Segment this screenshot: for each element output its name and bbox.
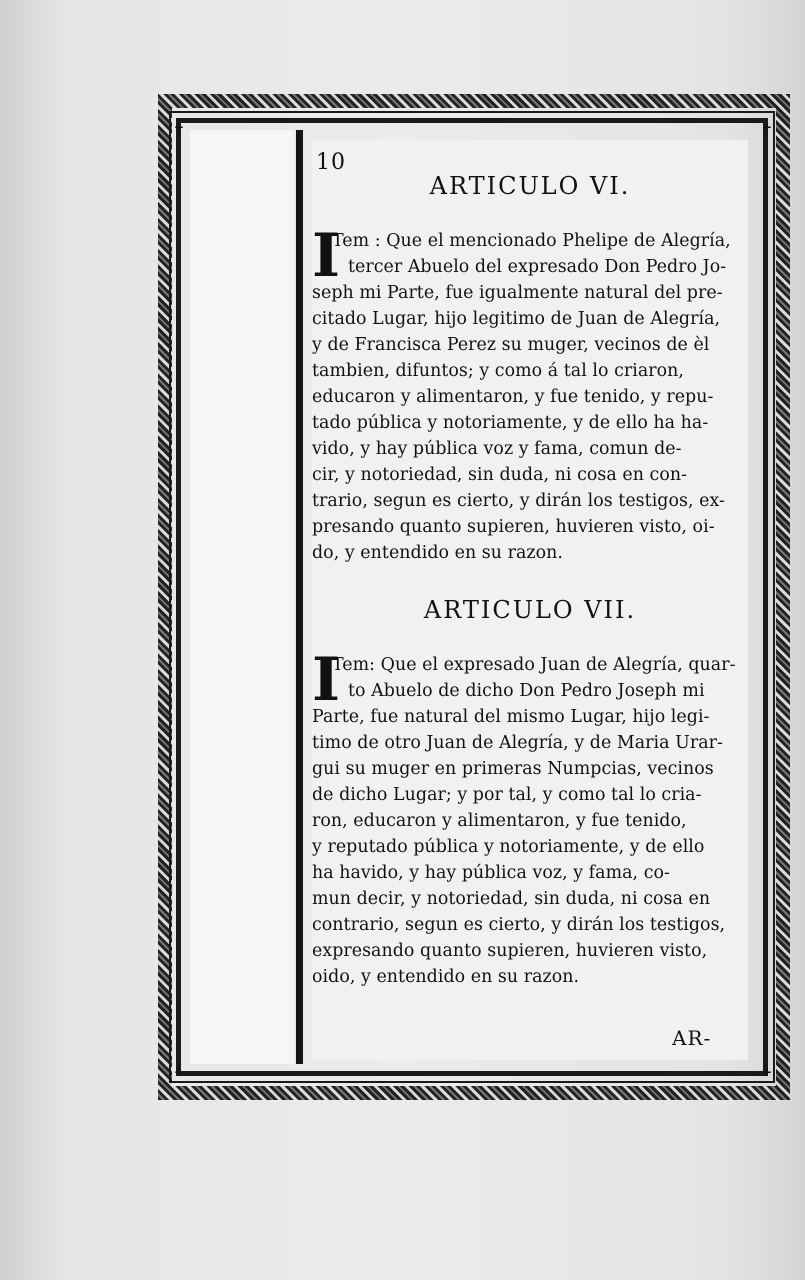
article-heading-vii: ARTICULO VII. — [423, 596, 637, 624]
text-line: tado pública y notoriamente, y de ello ha ha- — [312, 413, 709, 433]
text-line: do, y entendido en su razon. — [312, 543, 563, 563]
text-line: citado Lugar, hijo legitimo de Juan de Alegría, — [312, 309, 721, 329]
article-paragraph-vii — [312, 645, 746, 1002]
text-line: tambien, difuntos; y como á tal lo criaron, — [312, 361, 684, 381]
text-line: Tem : Que el mencionado Phelipe de Alegría, — [332, 231, 731, 251]
text-line: Tem: Que el expresado Juan de Alegría, quar- — [332, 655, 736, 675]
text-line: contrario, segun es cierto, y dirán los testigos, — [312, 915, 726, 935]
corner-ornament-bottom-left: + — [173, 1065, 185, 1079]
text-line: cir, y notoriedad, sin duda, ni cosa en con- — [312, 465, 688, 485]
text-line: Parte, fue natural del mismo Lugar, hijo legi- — [312, 707, 710, 727]
text-line: y reputado pública y notoriamente, y de ello — [312, 837, 705, 857]
catchword: AR- — [672, 1026, 712, 1050]
corner-ornament-bottom-right: + — [761, 1065, 773, 1079]
text-line: gui su muger en primeras Numpcias, vecinos — [312, 759, 714, 779]
text-line: ha havido, y hay pública voz, y fama, co- — [312, 863, 670, 883]
text-line: timo de otro Juan de Alegría, y de Maria Urar- — [312, 733, 723, 753]
text-line: de dicho Lugar; y por tal, y como tal lo cria- — [312, 785, 702, 805]
text-line: vido, y hay pública voz y fama, comun de- — [312, 439, 682, 459]
text-line: trario, segun es cierto, y dirán los testigos, ex- — [312, 491, 725, 511]
corner-ornament-top-right: + — [761, 120, 773, 134]
text-line: expresando quanto supieren, huvieren visto, — [312, 941, 708, 961]
blank-margin-panel — [190, 130, 294, 1064]
text-line: ron, educaron y alimentaron, y fue tenido, — [312, 811, 687, 831]
corner-ornament-top-left: + — [173, 120, 185, 134]
page-number: 10 — [316, 150, 346, 175]
text-line: seph mi Parte, fue igualmente natural del pre- — [312, 283, 723, 303]
text-line: educaron y alimentaron, y fue tenido, y repu- — [312, 387, 714, 407]
text-line: oido, y entendido en su razon. — [312, 967, 580, 987]
drop-cap: I — [312, 221, 341, 291]
text-line: presando quanto supieren, huvieren visto, oi- — [312, 517, 715, 537]
vertical-rule — [296, 130, 303, 1064]
article-heading-vi: ARTICULO VI. — [429, 172, 631, 200]
text-line: y de Francisca Perez su muger, vecinos de èl — [312, 335, 710, 355]
text-line: tercer Abuelo del expresado Don Pedro Jo- — [348, 257, 727, 277]
article-paragraph-vi — [312, 221, 746, 578]
text-line: mun decir, y notoriedad, sin duda, ni cosa en — [312, 889, 711, 909]
text-line: to Abuelo de dicho Don Pedro Joseph mi — [348, 681, 705, 701]
drop-cap: I — [312, 645, 341, 715]
